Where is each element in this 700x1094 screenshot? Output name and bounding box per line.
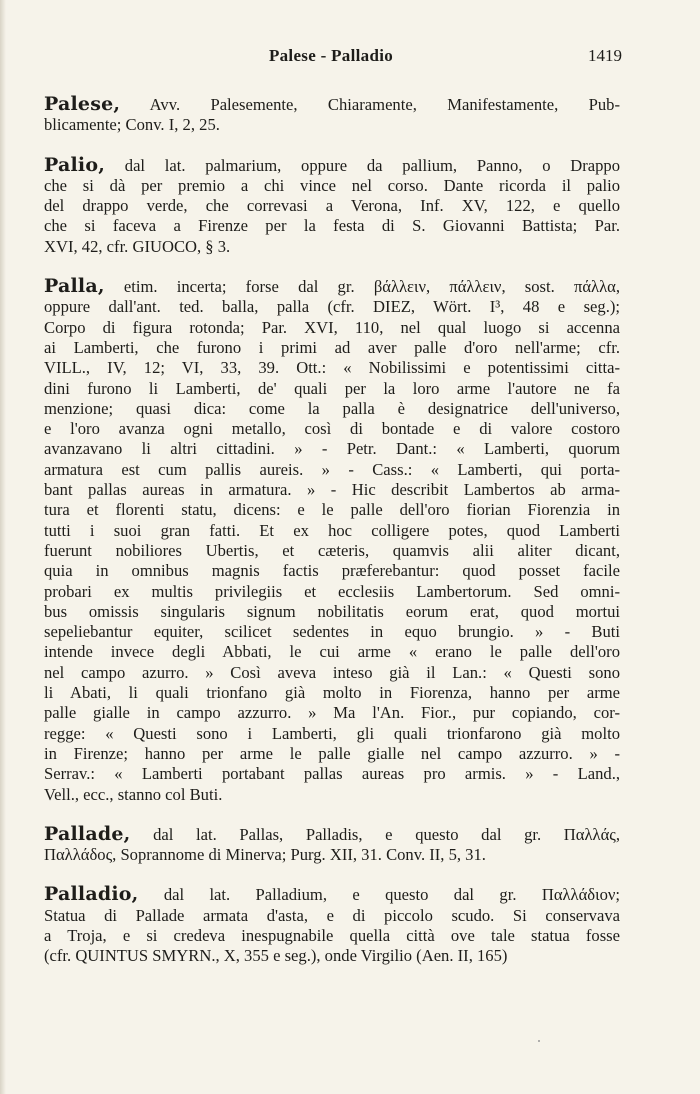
entry-headword: Pallade,: [44, 822, 131, 845]
entry-line: [44, 196, 620, 216]
entry-line: [44, 602, 620, 622]
entry-line: [44, 884, 620, 905]
entry-text: che si faceva a Firenze per la festa di S. Giovanni Battista; Par.: [44, 216, 620, 236]
entry-text: (cfr. QUINTUS SMYRN., X, 355 e seg.), onde Virgilio (Aen. II, 165): [44, 946, 508, 966]
entry-text: Vell., ecc., stanno col Buti.: [44, 784, 223, 804]
entry-line: [44, 642, 620, 662]
entry-text: tutti i suoi gran fatti. Et ex hoc colligere potes, quod Lamberti: [44, 520, 620, 540]
entry-text: Avv. Palesemente, Chiaramente, Manifestamente, Pub-: [149, 95, 620, 114]
entry-line: [44, 764, 620, 784]
entry-text: Παλλάδος, Soprannome di Minerva; Purg. XII, 31. Conv. II, 5, 31.: [44, 845, 486, 865]
entry-line: [44, 358, 620, 378]
entry-line: [44, 500, 620, 520]
entry-line: [44, 297, 620, 317]
entry-text: intende invece degli Abbati, le cui arme « erano le palle dell'oro: [44, 642, 620, 662]
entry-line: [44, 237, 620, 257]
entry-line: [44, 379, 620, 399]
entry-line: [44, 460, 620, 480]
entry-text: a Troja, e si credeva inespugnabile quella città ove tale statua fosse: [44, 925, 620, 945]
entry-text: armatura est cum pallis aureis. » - Cass.: « Lamberti, qui porta-: [44, 459, 620, 479]
entry-headword: Palladio,: [44, 883, 139, 906]
entry-line: [44, 824, 620, 845]
entry-text: sepeliebantur equiter, scilicet sedentes in equo brungio. » - Buti: [44, 622, 620, 642]
entry-text: blicamente; Conv. I, 2, 25.: [44, 115, 220, 135]
entry-line: [44, 216, 620, 236]
entry-line: [44, 94, 620, 115]
entry-line: [44, 276, 620, 297]
entry-line: [44, 703, 620, 723]
entry-text: dini furono li Lamberti, de' quali per la loro arme l'autore ne fa: [44, 378, 620, 398]
entry-line: [44, 946, 620, 966]
entry-text: fuerunt nobiliores Ubertis, et cæteris, quamvis alii aliter dicant,: [44, 540, 620, 560]
entry-line: [44, 724, 620, 744]
entry-headword: Palio,: [44, 153, 106, 176]
entry-text: dal lat. Pallas, Palladis, e questo dal gr. Παλλάς,: [153, 824, 620, 844]
entry-line: [44, 906, 620, 926]
page-spine-shadow: [0, 0, 6, 1094]
entry-line: [44, 480, 620, 500]
entry-text: bus omissis singularis signum nobilitatis eorum erat, quod mortui: [44, 601, 620, 621]
dictionary-entry: [44, 94, 620, 136]
entry-line: [44, 744, 620, 764]
entry-text: regge: « Questi sono i Lamberti, gli quali trionfarono già molto: [44, 723, 620, 743]
entry-text: li Abati, li quali trionfano già molto in Fiorenza, hanno per arme: [44, 683, 620, 703]
entry-text: VILL., IV, 12; VI, 33, 39. Ott.: « Nobilissimi e potentissimi citta-: [44, 358, 620, 378]
entry-line: [44, 318, 620, 338]
entry-text: menzione; quasi dica: come la palla è designatrice dell'universo,: [44, 398, 620, 418]
entry-line: [44, 155, 620, 176]
dictionary-entry: [44, 824, 620, 866]
entry-line: [44, 845, 620, 865]
dictionary-entry: [44, 884, 620, 966]
entry-line: [44, 683, 620, 703]
entry-text: e l'oro avanza ogni metallo, così di bontade e di valore costoro: [44, 419, 620, 439]
entry-line: [44, 115, 620, 135]
entry-text: Serrav.: « Lamberti portabant pallas aureas pro armis. » - Land.,: [44, 764, 620, 784]
entry-text: del drappo verde, che correvasi a Verona, Inf. XV, 122, e quello: [44, 196, 620, 216]
entry-line: [44, 785, 620, 805]
entry-text: palle gialle in campo azzurro. » Ma l'An. Fior., pur copiando, cor-: [44, 703, 620, 723]
entry-line: [44, 399, 620, 419]
entries-body: [44, 94, 620, 986]
entry-text: oppure dall'ant. ted. balla, palla (cfr. DIEZ, Wört. I³, 48 e seg.);: [44, 297, 620, 317]
entry-text: quia in omnibus magnis factis præferebantur: quod posset facile: [44, 561, 620, 581]
entry-line: [44, 561, 620, 581]
entry-text: bant pallas aureas in armatura. » - Hic describit Lambertos ab arma-: [44, 480, 620, 500]
entry-line: [44, 521, 620, 541]
entry-line: [44, 176, 620, 196]
entry-text: XVI, 42, cfr. GIUOCO, § 3.: [44, 236, 231, 256]
entry-text: nel campo azurro. » Così aveva inteso già il Lan.: « Questi sono: [44, 662, 620, 682]
print-speck: [538, 1040, 540, 1042]
dictionary-entry: [44, 155, 620, 257]
entry-line: [44, 663, 620, 683]
entry-line: [44, 439, 620, 459]
entry-text: Corpo di figura rotonda; Par. XVI, 110, nel qual luogo si accenna: [44, 317, 620, 337]
entry-text: etim. incerta; forse dal gr. βάλλειν, πάλλειν, sost. πάλλα,: [123, 277, 620, 297]
entry-headword: Palla,: [44, 275, 105, 298]
entry-text: probari ex multis privilegiis et ecclesiis Lambertorum. Sed omni-: [44, 581, 620, 601]
entry-text: ai Lamberti, che furono i primi ad aver palle d'oro nell'arme; cfr.: [44, 337, 620, 357]
dictionary-entry: [44, 276, 620, 805]
entry-text: Statua di Pallade armata d'asta, e di piccolo scudo. Si conservava: [44, 905, 620, 925]
entry-line: [44, 419, 620, 439]
page-number: 1419: [588, 46, 622, 65]
entry-text: in Firenze; hanno per arme le palle gialle nel campo azzurro. » -: [44, 743, 620, 763]
entry-line: [44, 622, 620, 642]
entry-headword: Palese,: [44, 93, 121, 115]
entry-text: avanzavano li altri cittadini. » - Petr. Dant.: « Lamberti, quorum: [44, 439, 620, 459]
entry-line: [44, 338, 620, 358]
entry-line: [44, 582, 620, 602]
entry-text: dal lat. palmarium, oppure da pallium, Panno, o Drappo: [124, 155, 620, 175]
entry-line: [44, 926, 620, 946]
entry-text: dal lat. Palladium, e questo dal gr. Παλλάδιον;: [163, 885, 620, 905]
entry-text: tura et florenti statu, dicens: e le palle dell'oro fiorian Fiorenzia in: [44, 500, 620, 520]
running-header: [40, 46, 622, 70]
entry-text: che si dà per premio a chi vince nel corso. Dante ricorda il palio: [44, 175, 620, 195]
entry-line: [44, 541, 620, 561]
running-title: Palese - Palladio: [268, 46, 394, 65]
